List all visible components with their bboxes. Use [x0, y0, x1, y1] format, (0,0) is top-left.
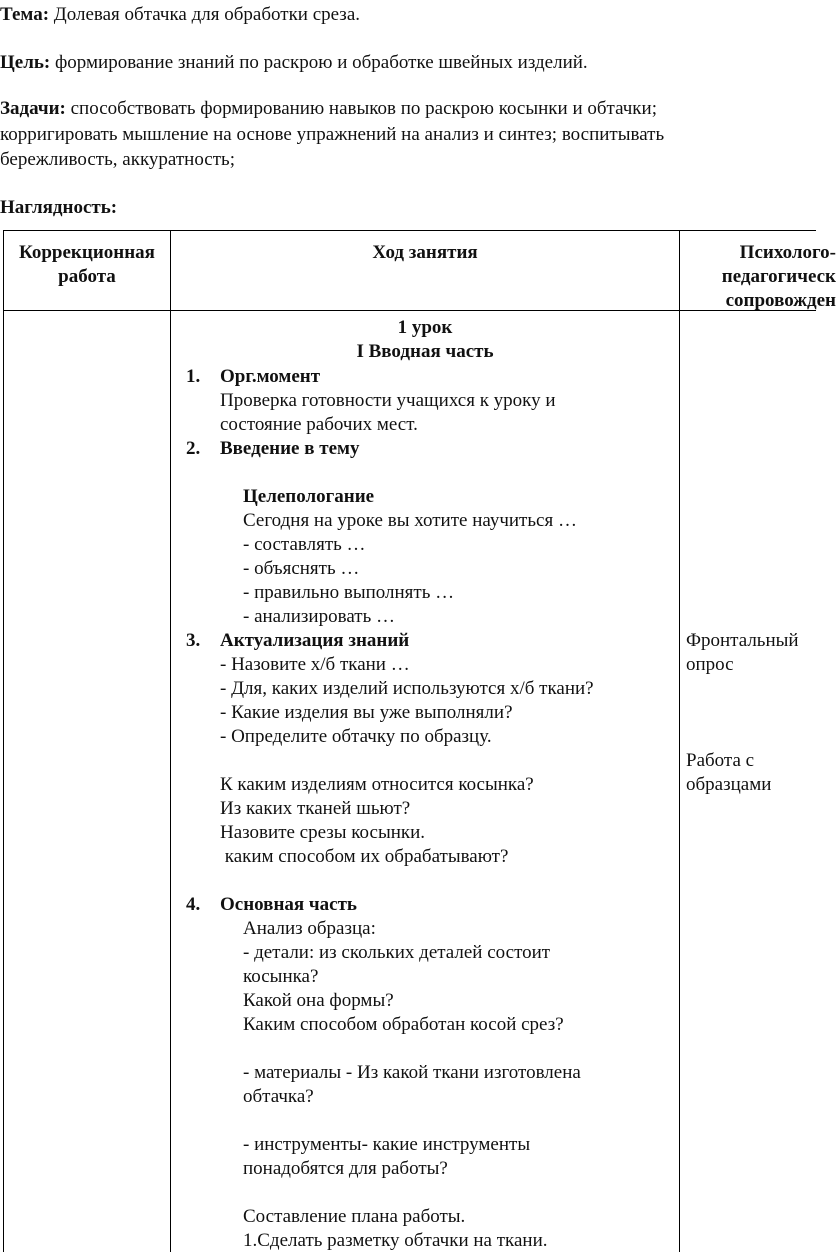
question-line-1: К каким изделиям относится косынка?	[220, 774, 534, 795]
tasks-line-1	[0, 97, 657, 121]
table-col-divider-2	[679, 230, 680, 1252]
item-4-title: Основная часть	[220, 894, 357, 915]
goal-setting-line-4: - правильно выполнять …	[243, 582, 455, 603]
item-3-title: Актуализация знаний	[220, 630, 410, 651]
org-line-1: Проверка готовности учащихся к уроку и	[220, 390, 556, 411]
question-line-4: каким способом их обрабатывают?	[220, 846, 509, 867]
topic-line	[0, 3, 360, 27]
col-header-support-line2: педагогическ	[721, 266, 836, 287]
main-line-1: Анализ образца:	[243, 918, 376, 939]
goal-setting-title: Целепологание	[243, 486, 375, 507]
item-2-title: Введение в тему	[220, 438, 360, 459]
item-1-number: 1.	[186, 366, 201, 387]
col-header-correction	[4, 241, 170, 289]
table-col-divider-1	[170, 230, 171, 1252]
main-line-11: 1.Сделать разметку обтачки на ткани.	[243, 1230, 548, 1251]
goal-label: Цель:	[0, 52, 51, 73]
actual-line-2: - Для, каких изделий используются х/б ткани?	[220, 678, 594, 699]
goal-setting-line-2: - составлять …	[243, 534, 366, 555]
tasks-line-2: корригировать мышление на основе упражнений на анализ и синтез; воспитывать	[0, 124, 665, 145]
goal-setting-line-3: - объяснять …	[243, 558, 360, 579]
tasks-line-3: бережливость, аккуратность;	[0, 149, 235, 170]
topic-value: Долевая обтачка для обработки среза.	[49, 4, 360, 25]
main-line-9: понадобятся для работы?	[243, 1158, 448, 1179]
main-line-5: Каким способом обработан косой срез?	[243, 1014, 564, 1035]
goal-setting-line-5: - анализировать …	[243, 606, 395, 627]
goal-value: формирование знаний по раскрою и обработке швейных изделий.	[50, 52, 588, 73]
actual-line-1: - Назовите х/б ткани …	[220, 654, 410, 675]
col-header-support	[686, 241, 836, 313]
main-line-10: Составление плана работы.	[243, 1206, 466, 1227]
main-line-6: - материалы - Из какой ткани изготовлена	[243, 1062, 581, 1083]
support-line-1: Фронтальный	[686, 630, 799, 651]
support-line-2: опрос	[686, 654, 734, 675]
tasks-label: Задачи:	[0, 98, 66, 119]
main-line-8: - инструменты- какие инструменты	[243, 1134, 531, 1155]
lesson-title: 1 урок	[397, 317, 453, 338]
visual-aids-label: Наглядность:	[0, 197, 118, 218]
main-line-7: обтачка?	[243, 1086, 314, 1107]
main-line-2: - детали: из скольких деталей состоит	[243, 942, 551, 963]
main-line-3: косынка?	[243, 966, 319, 987]
support-line-3: Работа с	[686, 750, 755, 771]
col-header-correction-line2: работа	[58, 266, 116, 287]
table-top-border	[3, 230, 816, 231]
col-header-correction-line1: Коррекционная	[19, 242, 155, 263]
table-left-border	[3, 230, 4, 1252]
part-title: I Вводная часть	[356, 341, 494, 362]
actual-line-3: - Какие изделия вы уже выполняли?	[220, 702, 513, 723]
actual-line-4: - Определите обтачку по образцу.	[220, 726, 492, 747]
item-3-number: 3.	[186, 630, 201, 651]
question-line-2: Из каких тканей шьют?	[220, 798, 411, 819]
goal-line	[0, 51, 588, 75]
topic-label: Тема:	[0, 4, 50, 25]
col-header-lesson-flow: Ход занятия	[372, 242, 478, 263]
col-header-support-line1: Психолого-	[739, 242, 836, 263]
tasks-value-1: способствовать формированию навыков по раскрою косынки и обтачки;	[65, 98, 657, 119]
item-1-title: Орг.момент	[220, 366, 321, 387]
item-4-number: 4.	[186, 894, 201, 915]
org-line-2: состояние рабочих мест.	[220, 414, 418, 435]
col-header-support-line3: сопровожден	[725, 290, 836, 311]
support-line-4: образцами	[686, 774, 772, 795]
main-line-4: Какой она формы?	[243, 990, 394, 1011]
item-2-number: 2.	[186, 438, 201, 459]
goal-setting-line-1: Сегодня на уроке вы хотите научиться …	[243, 510, 577, 531]
question-line-3: Назовите срезы косынки.	[220, 822, 426, 843]
